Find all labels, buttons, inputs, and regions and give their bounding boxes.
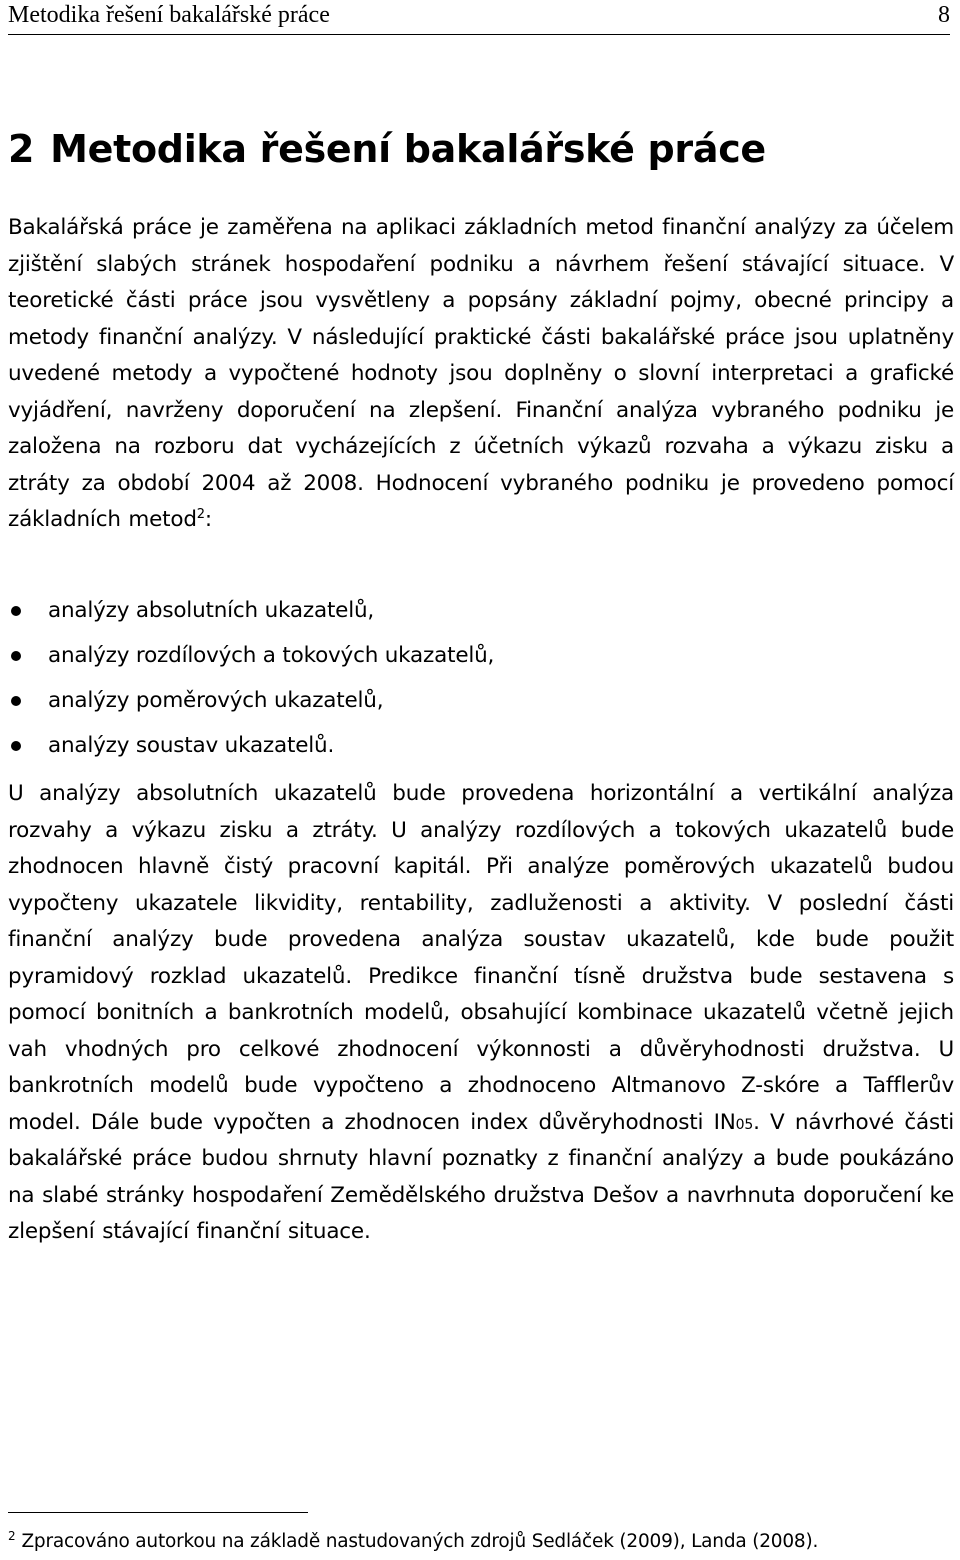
list-item-text: analýzy soustav ukazatelů. [48, 733, 335, 758]
method-description-rest: . V návrhové části bakalářské práce budou shrnuty hlavní poznatky z finanční analýzy a bude poukázáno na slabé stránky hospodaření Zemědělského družstva Dešov a navrhnuta doporučení ke zlepšení stávající finanční situace. [8, 1109, 954, 1244]
footnote-reference[interactable]: 2 [196, 506, 205, 522]
page-number: 8 [938, 2, 950, 28]
list-item-text: analýzy absolutních ukazatelů, [48, 598, 375, 623]
running-header [8, 0, 950, 35]
list-item [8, 588, 948, 633]
intro-paragraph-text: Bakalářská práce je zaměřena na aplikaci základních metod finanční analýzy za účelem zjištění slabých stránek hospodaření podniku a návrhem řešení stávající situace. V teoretické části práce jsou vysvětleny a popsány základní pojmy, obecné principy a metody finanční analýzy. V následující praktické části bakalářské práce jsou uplatněny uvedené metody a vypočtené hodnoty jsou doplněny o slovní interpretaci a grafické vyjádření, navrženy doporučení na zlepšení. Finanční analýza vybraného podniku je založena na rozboru dat vycházejících z účetních výkazů rozvaha a výkazu zisku a ztráty za období 2004 až 2008. Hodnocení vybraného podniku je provedeno pomocí základních metod [8, 215, 954, 532]
bullet-icon [11, 651, 21, 661]
footnote-separator [8, 1512, 308, 1513]
intro-paragraph [8, 210, 954, 539]
intro-paragraph-end: : [204, 507, 212, 532]
list-item-text: analýzy rozdílových a tokových ukazatelů, [48, 643, 495, 668]
chapter-title: Metodika řešení bakalářské práce [50, 127, 766, 171]
list-item-text: analýzy poměrových ukazatelů, [48, 688, 384, 713]
bullet-icon [11, 741, 21, 751]
chapter-number: 2 [8, 127, 35, 171]
method-description-text: U analýzy absolutních ukazatelů bude provedena horizontální a vertikální analýza rozvahy a výkazu zisku a ztráty. U analýzy rozdílových a tokových ukazatelů bude zhodnocen hlavně čistý pracovní kapitál. Při analýze poměrových ukazatelů budou vypočteny ukazatele likvidity, rentability, zadluženosti a aktivity. V poslední části finanční analýzy bude provedena analýza soustav ukazatelů, kde bude použit pyramidový rozklad ukazatelů. Predikce finanční tísně družstva bude sestavena s pomocí bonitních a bankrotních modelů, obsahující kombinace ukazatelů včetně jejich vah vhodných pro celkové zhodnocení výkonnosti a důvěryhodnosti družstva. U bankrotních modelů bude vypočteno a zhodnoceno Altmanovo Z-skóre a Tafflerův model. Dále bude vypočten a zhodnocen index důvěryhodnosti IN [8, 781, 954, 1135]
list-item [8, 723, 948, 768]
footnote-text: Zpracováno autorkou na základě nastudovaných zdrojů Sedláček (2009), Landa (2008). [21, 1531, 819, 1552]
list-item [8, 633, 948, 678]
method-description-paragraph [8, 776, 954, 1251]
methods-list [8, 588, 948, 768]
list-item [8, 678, 948, 723]
index-subscript: 05 [735, 1116, 754, 1133]
footnote-marker: 2 [8, 1528, 16, 1543]
bullet-icon [11, 606, 21, 616]
footnote [8, 1530, 948, 1554]
chapter-heading [8, 124, 766, 174]
running-header-title: Metodika řešení bakalářské práce [8, 2, 330, 28]
bullet-icon [11, 696, 21, 706]
